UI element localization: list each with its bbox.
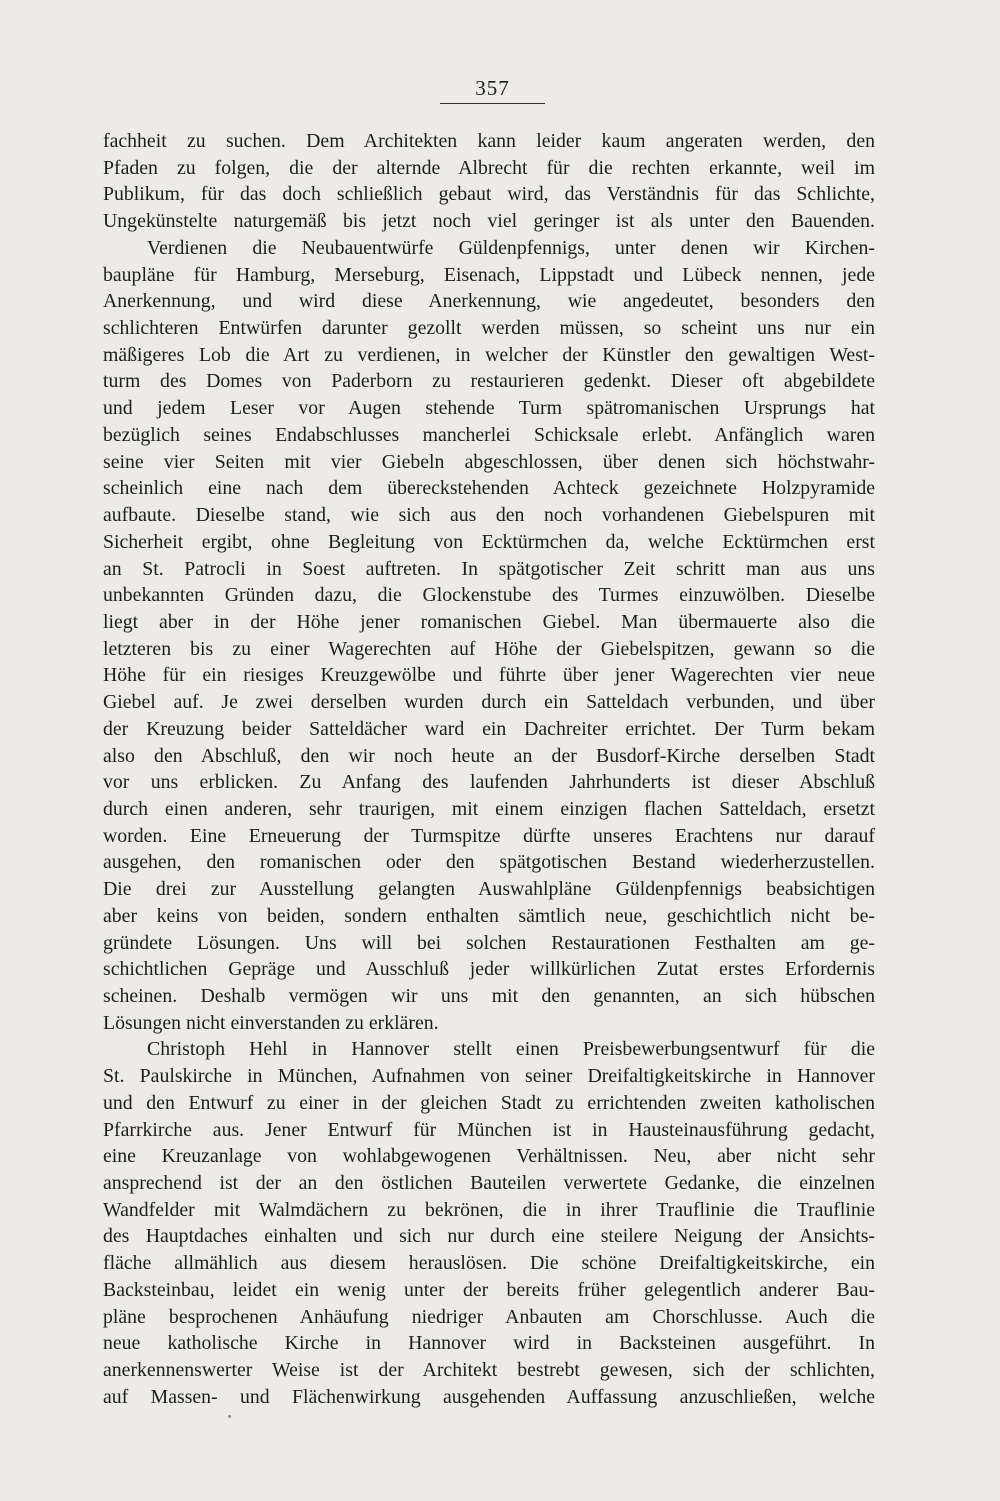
text-line: Wandfelder mit Walmdächern zu bekrönen, die in ihrer Trauflinie die Trauflinie xyxy=(103,1198,875,1221)
page-number: 357 xyxy=(440,76,545,104)
body-text xyxy=(103,128,875,1411)
text-line: fachheit zu suchen. Dem Architekten kann leider kaum angeraten werden, den xyxy=(103,130,875,152)
text-line: Die drei zur Ausstellung gelangten Auswahlpläne Güldenpfennigs beabsichtigen xyxy=(103,878,875,901)
text-line: baupläne für Hamburg, Merseburg, Eisenach, Lippstadt und Lübeck nennen, jede xyxy=(103,263,875,286)
text-line: mäßigeres Lob die Art zu verdienen, in welcher der Künstler den gewaltigen West- xyxy=(103,343,875,366)
text-line: anerkennenswerter Weise ist der Architekt bestrebt gewesen, sich der schlichten, xyxy=(103,1359,875,1382)
text-line: Giebel auf. Je zwei derselben wurden durch ein Satteldach verbunden, und über xyxy=(103,691,875,714)
text-line: schlichteren Entwürfen darunter gezollt werden müssen, so scheint uns nur ein xyxy=(103,317,875,340)
text-line: Anerkennung, und wird diese Anerkennung, wie angedeutet, besonders den xyxy=(103,290,875,313)
text-line: gründete Lösungen. Uns will bei solchen Restaurationen Festhalten am ge- xyxy=(103,931,875,954)
text-line: letzteren bis zu einer Wagerechten auf Höhe der Giebelspitzen, gewann so die xyxy=(103,637,875,660)
paper-speck xyxy=(228,1415,231,1418)
text-line: schichtlichen Gepräge und Ausschluß jeder willkürlichen Zutat erstes Erfordernis xyxy=(103,958,875,981)
text-line: also den Abschluß, den wir noch heute an der Busdorf-Kirche derselben Stadt xyxy=(103,744,875,767)
text-line: an St. Patrocli in Soest auftreten. In spätgotischer Zeit schritt man aus uns xyxy=(103,557,875,580)
text-line: liegt aber in der Höhe jener romanischen Giebel. Man übermauerte also die xyxy=(103,610,875,633)
text-line: unbekannten Gründen dazu, die Glockenstube des Turmes einzuwölben. Dieselbe xyxy=(103,584,875,607)
text-line: St. Paulskirche in München, Aufnahmen von seiner Dreifaltigkeitskirche in Hannover xyxy=(103,1065,875,1088)
text-line: Pfaden zu folgen, die der alternde Albrecht für die rechten erkannte, weil im xyxy=(103,156,875,179)
text-line: Höhe für ein riesiges Kreuzgewölbe und führte über jener Wagerechten vier neue xyxy=(103,664,875,687)
text-line: scheinen. Deshalb vermögen wir uns mit den genannten, an sich hübschen xyxy=(103,985,875,1007)
text-line: ausgehen, den romanischen oder den spätgotischen Bestand wiederherzustellen. xyxy=(103,851,875,874)
text-line: aber keins von beiden, sondern enthalten sämtlich neue, geschichtlich nicht be- xyxy=(103,904,875,927)
text-line: vor uns erblicken. Zu Anfang des laufenden Jahrhunderts ist dieser Abschluß xyxy=(103,771,875,794)
text-line: der Kreuzung beider Satteldächer ward ein Dachreiter errichtet. Der Turm bekam xyxy=(103,717,875,740)
text-line: durch einen anderen, sehr traurigen, mit einem einzigen flachen Satteldach, ersetzt xyxy=(103,797,875,820)
text-line: Backsteinbau, leidet ein wenig unter der bereits früher gelegentlich anderer Bau- xyxy=(103,1278,875,1301)
text-line: und jedem Leser vor Augen stehende Turm spätromanischen Ursprungs hat xyxy=(103,397,875,420)
text-line: eine Kreuzanlage von wohlabgewogenen Verhältnissen. Neu, aber nicht sehr xyxy=(103,1145,875,1168)
paragraph-end-line: Lösungen nicht einverstanden zu erklären. xyxy=(103,1011,439,1034)
text-line: ansprechend ist der an den östlichen Bauteilen verwertete Gedanke, die einzelnen xyxy=(103,1172,875,1195)
text-line: Publikum, für das doch schließlich gebaut wird, das Verständnis für das Schlichte, xyxy=(103,183,875,206)
text-line: auf Massen- und Flächenwirkung ausgehenden Auffassung anzuschließen, welche xyxy=(103,1385,875,1408)
text-line: Ungekünstelte naturgemäß bis jetzt noch viel geringer ist als unter den Bauenden. xyxy=(103,210,875,233)
text-line: des Hauptdaches einhalten und sich nur durch eine steilere Neigung der Ansichts- xyxy=(103,1225,875,1248)
text-line: Pfarrkirche aus. Jener Entwurf für München ist in Hausteinausführung gedacht, xyxy=(103,1118,875,1141)
paragraph-start-line: Verdienen die Neubauentwürfe Güldenpfennigs, unter denen wir Kirchen- xyxy=(147,236,875,259)
text-line: fläche allmählich aus diesem herauslösen. Die schöne Dreifaltigkeitskirche, ein xyxy=(103,1252,875,1275)
text-line: seine vier Seiten mit vier Giebeln abgeschlossen, über denen sich höchstwahr- xyxy=(103,450,875,473)
text-line: bezüglich seines Endabschlusses mancherlei Schicksale erlebt. Anfänglich waren xyxy=(103,423,875,446)
text-line: aufbaute. Dieselbe stand, wie sich aus den noch vorhandenen Giebelspuren mit xyxy=(103,504,875,527)
text-line: und den Entwurf zu einer in der gleichen Stadt zu errichtenden zweiten katholischen xyxy=(103,1091,875,1114)
text-line: scheinlich eine nach dem übereckstehenden Achteck gezeichnete Holzpyramide xyxy=(103,477,875,500)
text-line: pläne besprochenen Anhäufung niedriger Anbauten am Chorschlusse. Auch die xyxy=(103,1305,875,1328)
text-line: turm des Domes von Paderborn zu restaurieren gedenkt. Dieser oft abgebildete xyxy=(103,370,875,393)
text-line: worden. Eine Erneuerung der Turmspitze dürfte unseres Erachtens nur darauf xyxy=(103,824,875,847)
text-line: Sicherheit ergibt, ohne Begleitung von Ecktürmchen da, welche Ecktürmchen erst xyxy=(103,530,875,553)
paragraph-start-line: Christoph Hehl in Hannover stellt einen Preisbewerbungsentwurf für die xyxy=(147,1038,875,1061)
text-line: neue katholische Kirche in Hannover wird in Backsteinen ausgeführt. In xyxy=(103,1332,875,1355)
